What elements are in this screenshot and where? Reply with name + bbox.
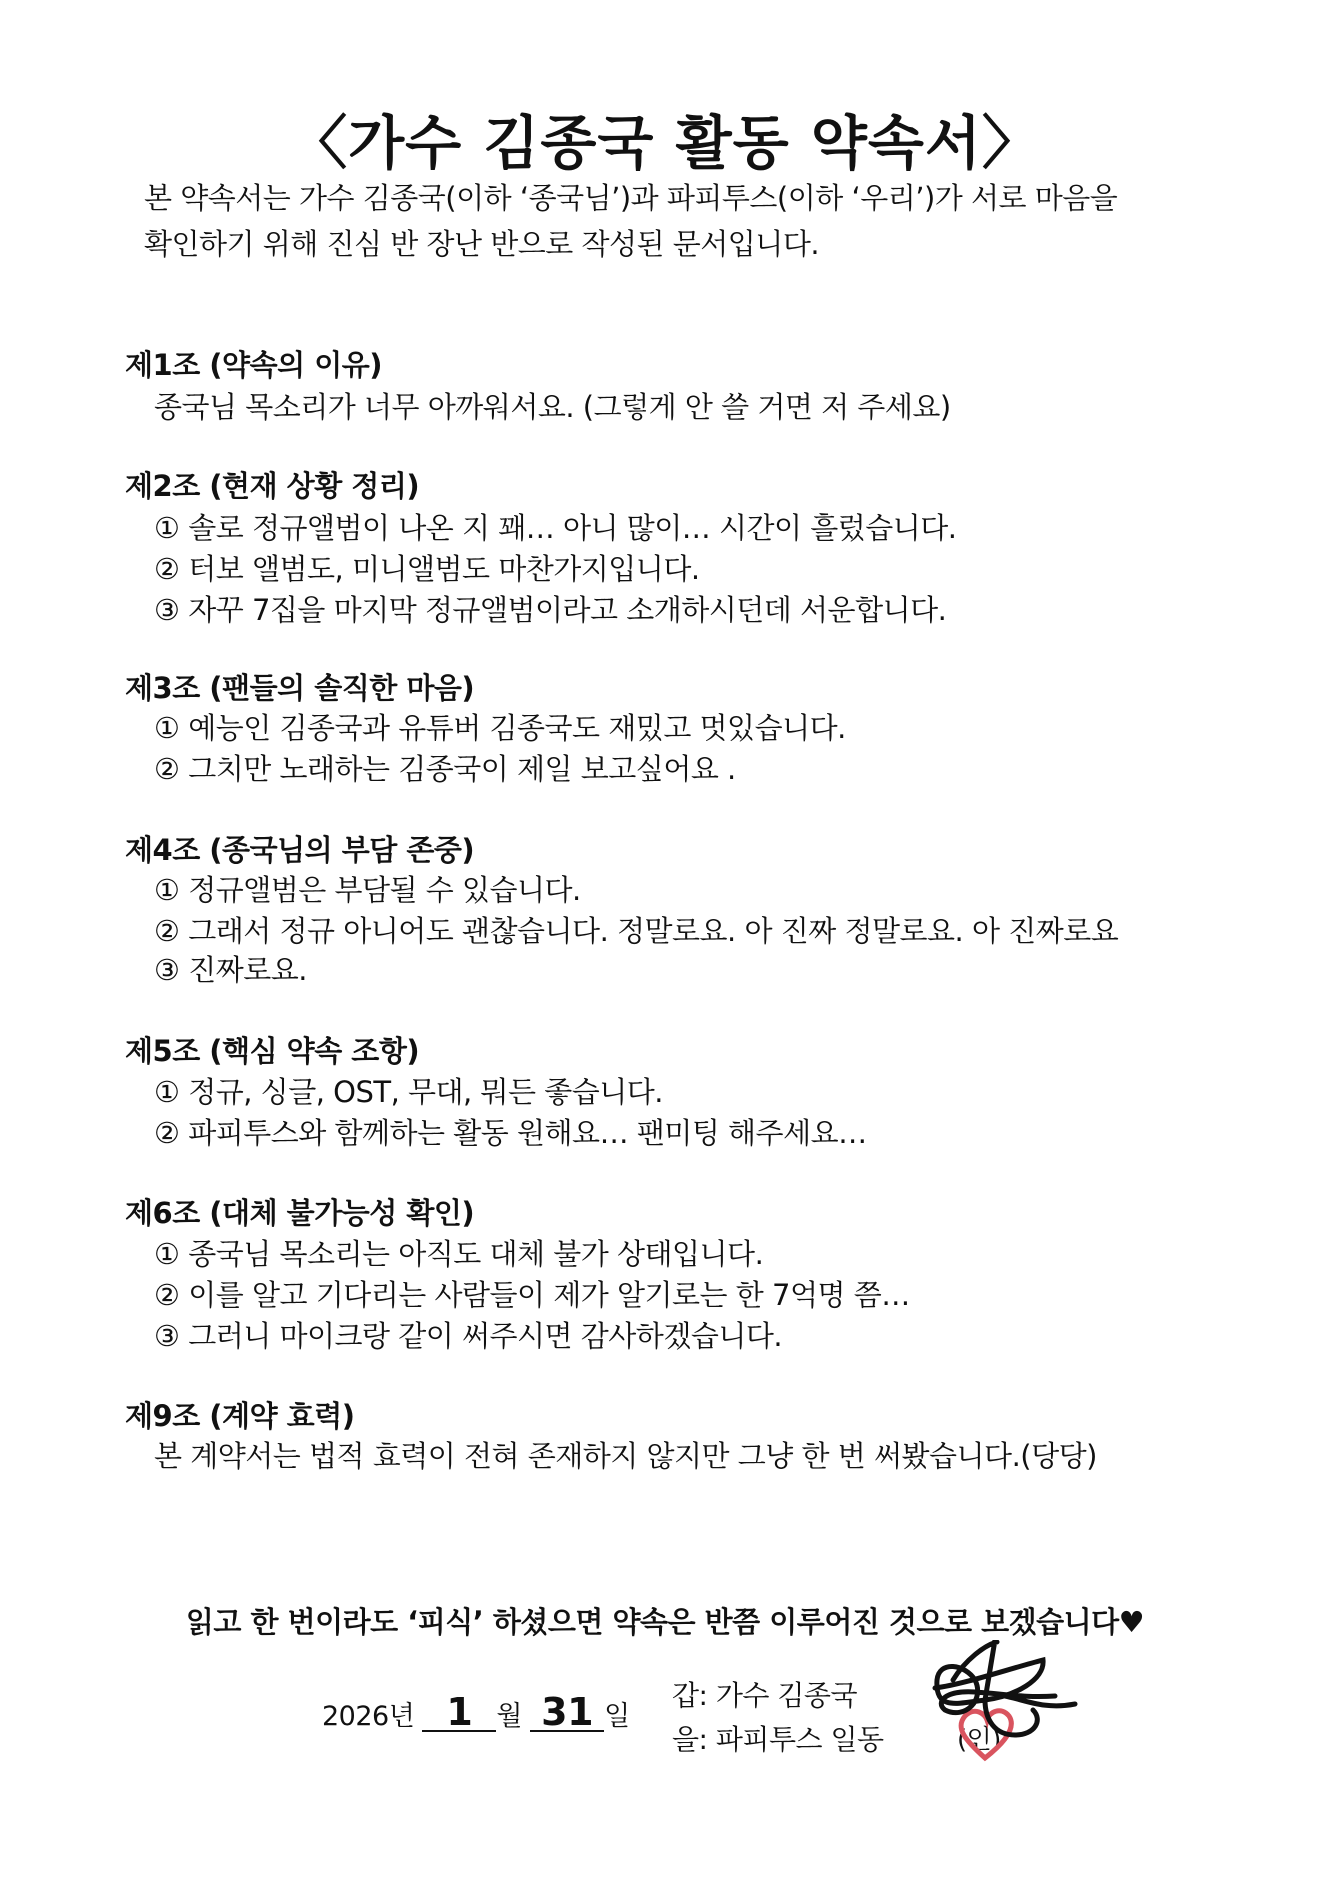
article-line: ① 정규앨범은 부담될 수 있습니다. [154,873,581,907]
article-line: ① 정규, 싱글, OST, 무대, 뭐든 좋습니다. [154,1075,664,1109]
article-line: ② 파피투스와 함께하는 활동 원해요… 팬미팅 해주세요… [154,1116,867,1150]
party-eul: 을: 파피투스 일동 [672,1723,884,1756]
article-line: ③ 자꾸 7집을 마지막 정규앨범이라고 소개하시던데 서운합니다. [154,593,947,627]
article-heading: 제4조 (종국님의 부담 존중) [125,833,475,867]
article-line: ① 솔로 정규앨범이 나온 지 꽤… 아니 많이… 시간이 흘렀습니다. [154,511,957,545]
handwritten-signature [925,1640,1125,1790]
article-line: 종국님 목소리가 너무 아까워서요. (그렇게 안 쓸 거면 저 주세요) [154,390,951,424]
intro-line: 확인하기 위해 진심 반 장난 반으로 작성된 문서입니다. [144,227,820,261]
closing-note: 읽고 한 번이라도 ‘피식’ 하셨으면 약속은 반쯤 이루어진 것으로 보겠습니다♥ [185,1605,1145,1639]
article-heading: 제6조 (대체 불가능성 확인) [125,1196,475,1230]
article-line: 본 계약서는 법적 효력이 전혀 존재하지 않지만 그냥 한 번 써봤습니다.(당당) [154,1439,1097,1473]
article-line: ③ 그러니 마이크랑 같이 써주시면 감사하겠습니다. [154,1319,783,1353]
seal-mark: (인) [957,1725,1001,1755]
signing-date [322,1690,630,1735]
date-month: 1 [422,1694,496,1732]
article-line: ② 이를 알고 기다리는 사람들이 제가 알기로는 한 7억명 쯤… [154,1278,910,1312]
article-heading: 제5조 (핵심 약속 조항) [125,1034,420,1068]
date-month-unit: 월 [496,1701,522,1732]
date-year: 2026년 [322,1701,415,1732]
article-heading: 제3조 (팬들의 솔직한 마음) [125,671,475,705]
party-gap: 갑: 가수 김종국 [672,1679,858,1712]
article-line: ① 종국님 목소리는 아직도 대체 불가 상태입니다. [154,1237,764,1271]
article-line: ② 그래서 정규 아니어도 괜찮습니다. 정말로요. 아 진짜 정말로요. 아 진짜로요 [154,914,1119,948]
article-line: ② 터보 앨범도, 미니앨범도 마찬가지입니다. [154,552,700,586]
article-heading: 제2조 (현재 상황 정리) [125,469,420,503]
article-line: ① 예능인 김종국과 유튜버 김종국도 재밌고 멋있습니다. [154,711,846,745]
intro-line: 본 약속서는 가수 김종국(이하 ‘종국님’)과 파피투스(이하 ‘우리’)가 서로 마음을 [144,181,1118,215]
article-heading: 제9조 (계약 효력) [125,1399,355,1433]
article-heading: 제1조 (약속의 이유) [125,348,382,382]
article-line: ③ 진짜로요. [154,953,307,987]
document-title: 〈가수 김종국 활동 약속서〉 [289,109,1041,177]
date-day: 31 [530,1694,604,1732]
article-line: ② 그치만 노래하는 김종국이 제일 보고싶어요 . [154,752,736,786]
date-day-unit: 일 [604,1701,630,1732]
